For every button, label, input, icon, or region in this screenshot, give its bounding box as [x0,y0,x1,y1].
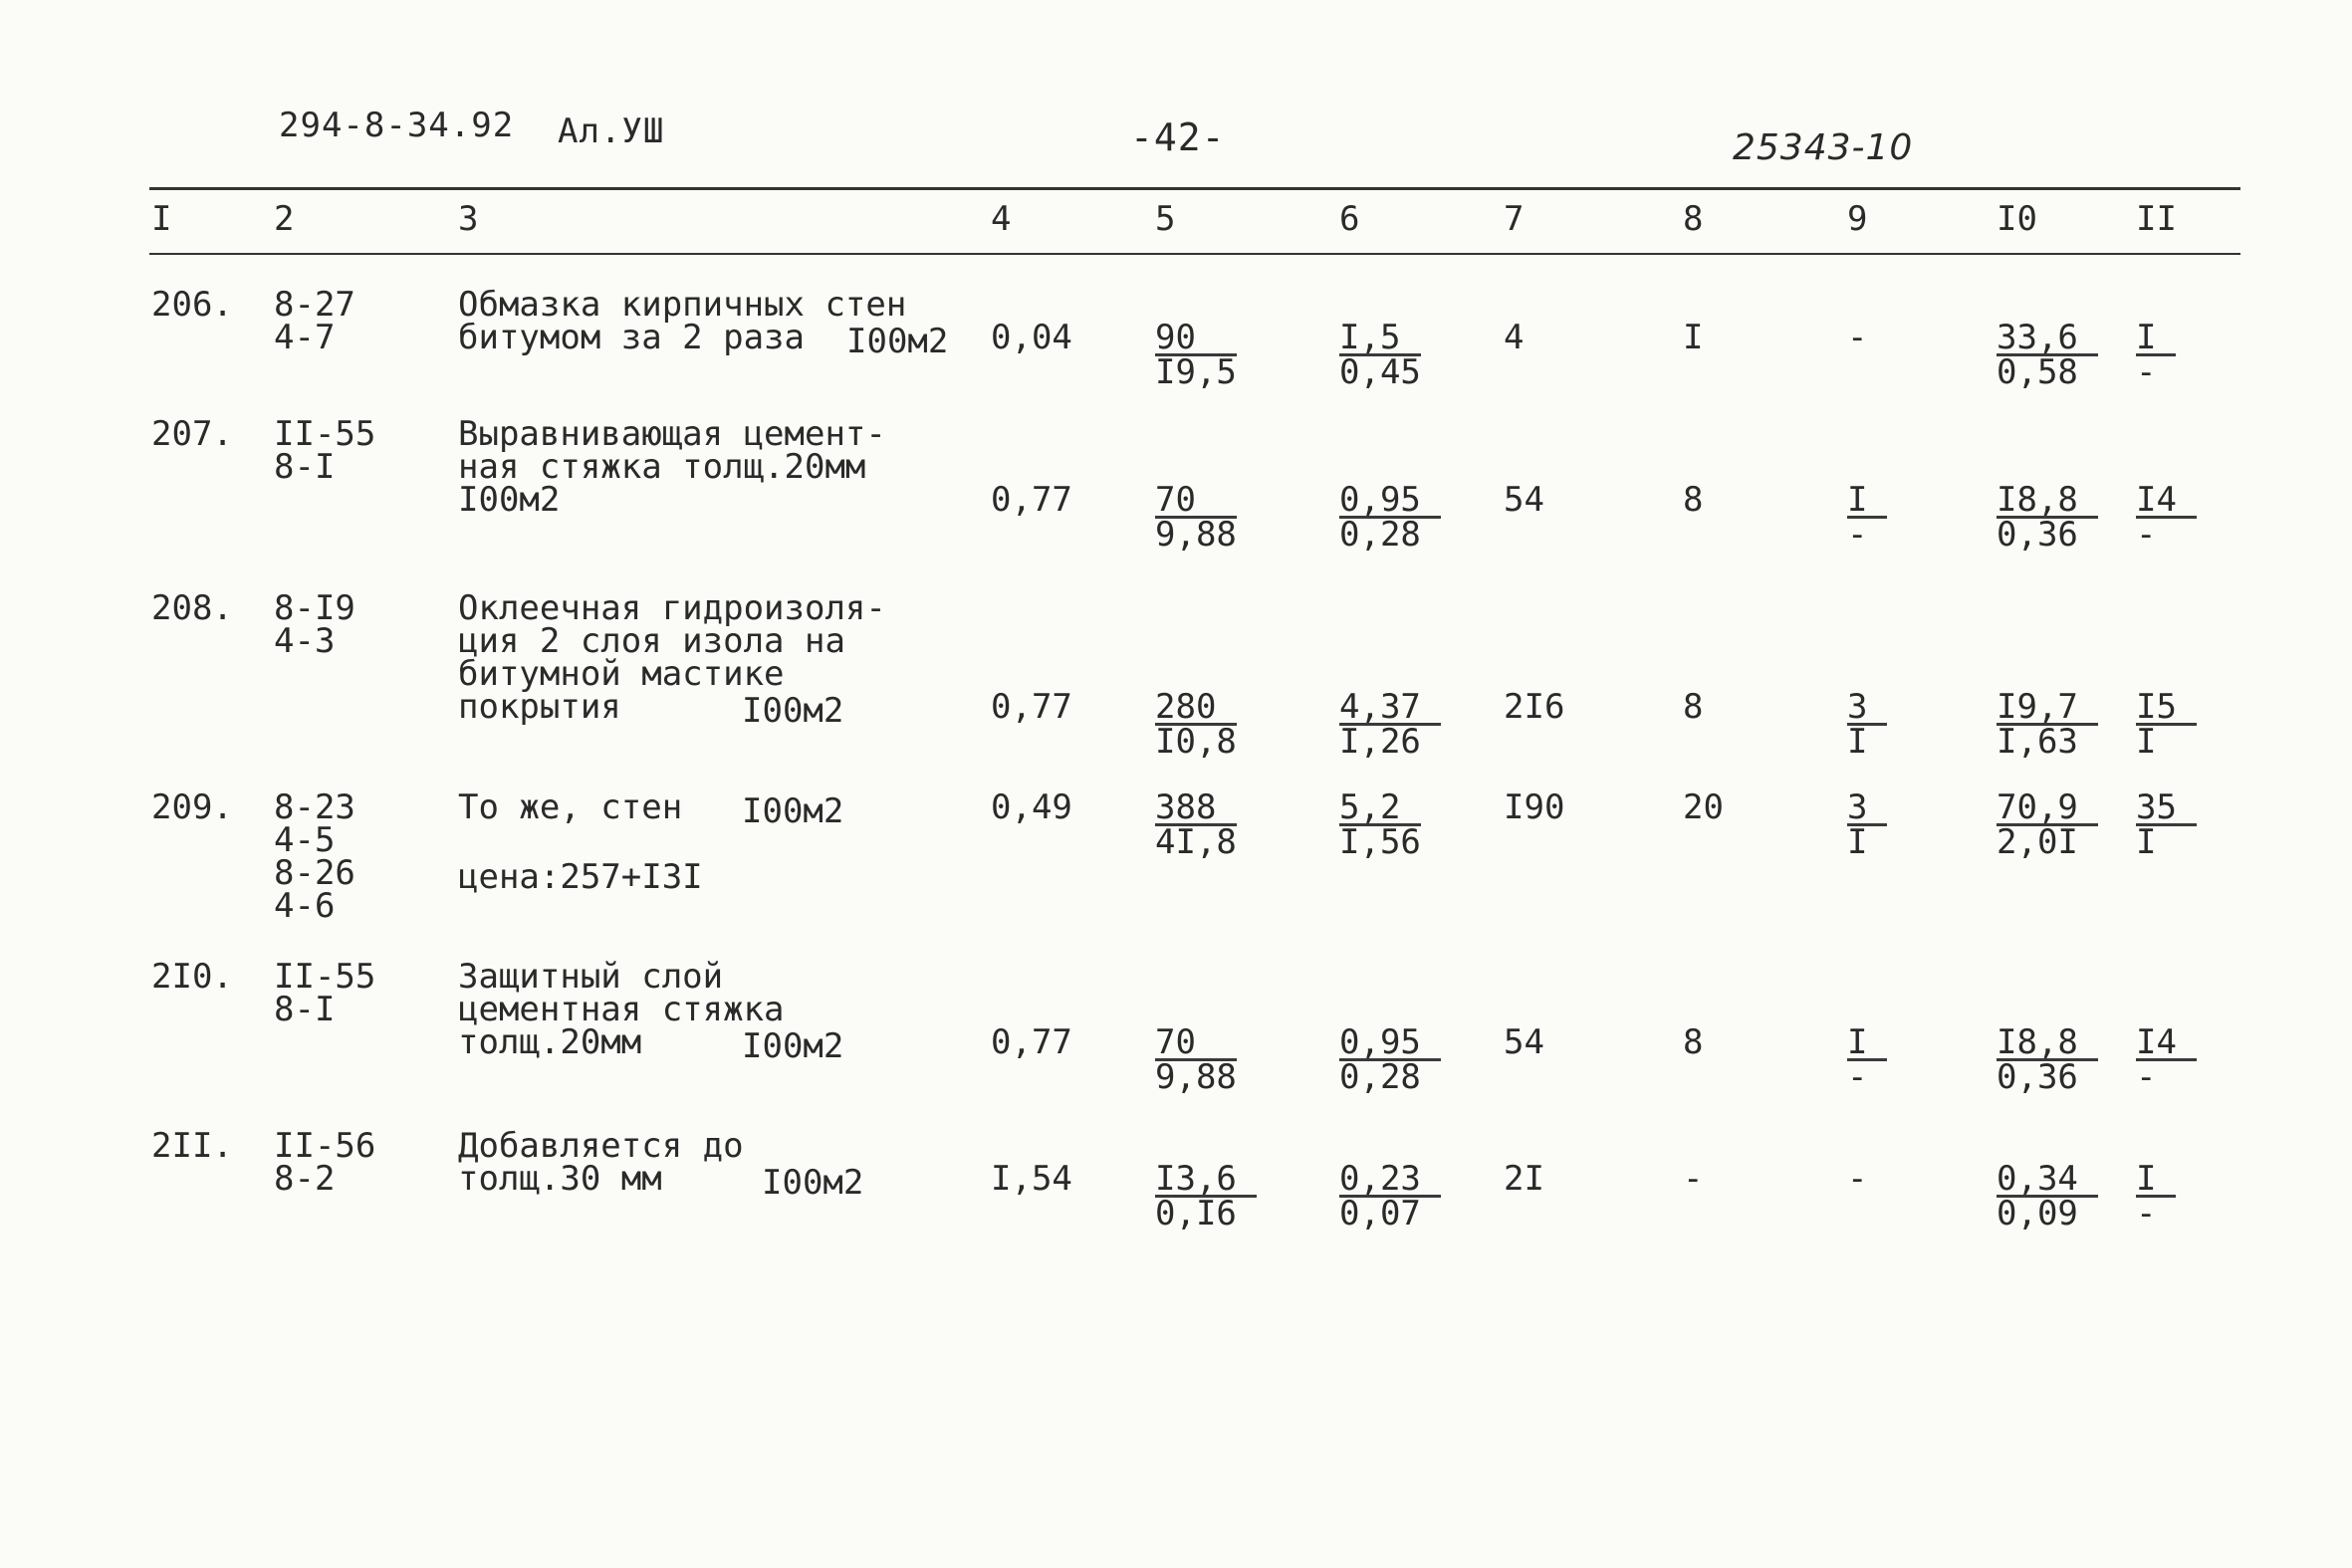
numerator: 3 [1847,791,1887,826]
work-description: толщ.30 мм [458,1159,662,1199]
column-header: I [151,199,172,239]
unit-of-measure: I00м2 [742,691,844,731]
denominator: 0,09 [1997,1194,2078,1233]
denominator: I,26 [1339,722,1421,762]
denominator: 0,28 [1339,1057,1421,1097]
norm-code: 4-5 [274,820,336,860]
column-header: I0 [1997,199,2037,239]
work-description: Оклеечная гидроизоля- [458,588,886,628]
row-number: 2I0. [151,957,233,997]
unit-of-measure: I00м2 [762,1163,864,1203]
value-c5 [1155,1022,1237,1097]
column-header: 7 [1504,199,1525,239]
numerator: 33,6 [1997,322,2098,356]
value-c5 [1155,1159,1257,1233]
norm-code: II-55 [274,414,376,454]
value-c6 [1339,480,1441,555]
denominator: I [1847,822,1868,862]
work-description: покрытия [458,687,621,727]
value-c9 [1847,1022,1887,1097]
denominator: - [1847,1057,1868,1097]
header-top-rule [149,187,2240,190]
row-number: 2II. [151,1126,233,1166]
quantity: 0,77 [991,1022,1072,1062]
value-c9 [1847,687,1887,762]
denominator: I0,8 [1155,722,1237,762]
work-description: ция 2 слоя изола на [458,621,845,661]
value-c9: - [1847,1159,1868,1199]
denominator: 0,58 [1997,352,2078,392]
quantity: 0,04 [991,318,1072,357]
denominator: I,63 [1997,722,2078,762]
numerator: 70 [1155,1026,1237,1061]
value-c9 [1847,480,1887,555]
norm-code: 8-I [274,447,336,487]
value-c6 [1339,787,1421,862]
numerator: 35 [2136,791,2197,826]
numerator: 0,23 [1339,1163,1441,1198]
value-c6 [1339,318,1421,392]
work-description: Обмазка кирпичных стен [458,285,907,325]
value-c8: I [1683,318,1704,357]
numerator: I3,6 [1155,1163,1257,1198]
numerator: 90 [1155,322,1237,356]
column-header: II [2136,199,2177,239]
work-description: битумной мастике [458,654,785,694]
quantity: 0,77 [991,480,1072,520]
value-c11 [2136,787,2197,862]
page-number: -42- [1130,115,1226,159]
work-description: толщ.20мм [458,1022,642,1062]
denominator: 0,45 [1339,352,1421,392]
quantity: I,54 [991,1159,1072,1199]
column-header: 3 [458,199,479,239]
numerator: I8,8 [1997,1026,2098,1061]
numerator: I [2136,1163,2176,1198]
value-c6 [1339,687,1441,762]
unit-of-measure: I00м2 [742,791,844,831]
norm-code: 8-26 [274,853,355,893]
numerator: I9,7 [1997,691,2098,726]
denominator: - [2136,1194,2157,1233]
numerator: 4,37 [1339,691,1441,726]
numerator: I8,8 [1997,484,2098,519]
row-number: 208. [151,588,233,628]
numerator: I4 [2136,1026,2197,1061]
denominator: - [2136,1057,2157,1097]
value-c11 [2136,687,2197,762]
work-description: ная стяжка толщ.20мм [458,447,866,487]
price-note: цена:257+I3I [458,857,703,897]
numerator: I [1847,1026,1887,1061]
value-c10 [1997,480,2098,555]
row-number: 209. [151,787,233,827]
value-c5 [1155,687,1237,762]
quantity: 0,77 [991,687,1072,727]
value-c6 [1339,1022,1441,1097]
work-description: битумом за 2 раза [458,318,805,357]
value-c11 [2136,1159,2176,1233]
value-c5 [1155,318,1237,392]
denominator: - [1847,515,1868,555]
header-bottom-rule [149,253,2240,255]
row-number: 207. [151,414,233,454]
numerator: I,5 [1339,322,1421,356]
numerator: I5 [2136,691,2197,726]
denominator: I [1847,722,1868,762]
work-description: Защитный слой [458,957,724,997]
column-header: 5 [1155,199,1176,239]
numerator: I [1847,484,1887,519]
value-c8: 8 [1683,687,1704,727]
denominator: 0,I6 [1155,1194,1237,1233]
value-c7: I90 [1504,787,1565,827]
norm-code: 8-2 [274,1159,336,1199]
denominator: I9,5 [1155,352,1237,392]
denominator: 9,88 [1155,1057,1237,1097]
numerator: 3 [1847,691,1887,726]
denominator: I,56 [1339,822,1421,862]
column-header: 2 [274,199,295,239]
value-c7: 4 [1504,318,1525,357]
document-code: 294-8-34.92 [279,106,515,145]
album-number: Ал.УШ [558,112,665,151]
denominator: 0,36 [1997,1057,2078,1097]
value-c11 [2136,480,2197,555]
norm-code: 8-27 [274,285,355,325]
norm-code: 4-3 [274,621,336,661]
numerator: 70,9 [1997,791,2098,826]
denominator: I [2136,722,2157,762]
value-c10 [1997,687,2098,762]
denominator: 4I,8 [1155,822,1237,862]
column-header: 8 [1683,199,1704,239]
norm-code: 8-I9 [274,588,355,628]
quantity: 0,49 [991,787,1072,827]
denominator: 2,0I [1997,822,2078,862]
value-c8: 8 [1683,480,1704,520]
numerator: 5,2 [1339,791,1421,826]
norm-code: II-55 [274,957,376,997]
norm-code: 4-6 [274,886,336,926]
numerator: 0,95 [1339,484,1441,519]
work-description: Выравнивающая цемент- [458,414,886,454]
norm-code: 4-7 [274,318,336,357]
denominator: - [2136,352,2157,392]
row-number: 206. [151,285,233,325]
denominator: I [2136,822,2157,862]
column-header: 9 [1847,199,1868,239]
numerator: I4 [2136,484,2197,519]
value-c10 [1997,1159,2098,1233]
work-description: цементная стяжка [458,990,785,1029]
denominator: - [2136,515,2157,555]
value-c5 [1155,480,1237,555]
value-c8: 20 [1683,787,1724,827]
work-description: I00м2 [458,480,561,520]
value-c8: - [1683,1159,1704,1199]
denominator: 9,88 [1155,515,1237,555]
numerator: 280 [1155,691,1237,726]
value-c7: 2I [1504,1159,1544,1199]
value-c7: 54 [1504,480,1544,520]
value-c9: - [1847,318,1868,357]
value-c11 [2136,318,2176,392]
value-c7: 2I6 [1504,687,1565,727]
unit-of-measure: I00м2 [846,322,949,361]
value-c10 [1997,318,2098,392]
numerator: 0,34 [1997,1163,2098,1198]
denominator: 0,28 [1339,515,1421,555]
value-c11 [2136,1022,2197,1097]
column-header: 6 [1339,199,1360,239]
numerator: I [2136,322,2176,356]
denominator: 0,36 [1997,515,2078,555]
inventory-number: 25343-10 [1733,127,1914,168]
norm-code: 8-23 [274,787,355,827]
denominator: 0,07 [1339,1194,1421,1233]
value-c7: 54 [1504,1022,1544,1062]
column-header: 4 [991,199,1012,239]
work-description: Добавляется до [458,1126,744,1166]
work-description: То же, стен [458,787,683,827]
value-c10 [1997,787,2098,862]
numerator: 388 [1155,791,1237,826]
norm-code: 8-I [274,990,336,1029]
norm-code: II-56 [274,1126,376,1166]
value-c9 [1847,787,1887,862]
value-c5 [1155,787,1237,862]
value-c8: 8 [1683,1022,1704,1062]
numerator: 70 [1155,484,1237,519]
numerator: 0,95 [1339,1026,1441,1061]
value-c6 [1339,1159,1441,1233]
unit-of-measure: I00м2 [742,1026,844,1066]
value-c10 [1997,1022,2098,1097]
